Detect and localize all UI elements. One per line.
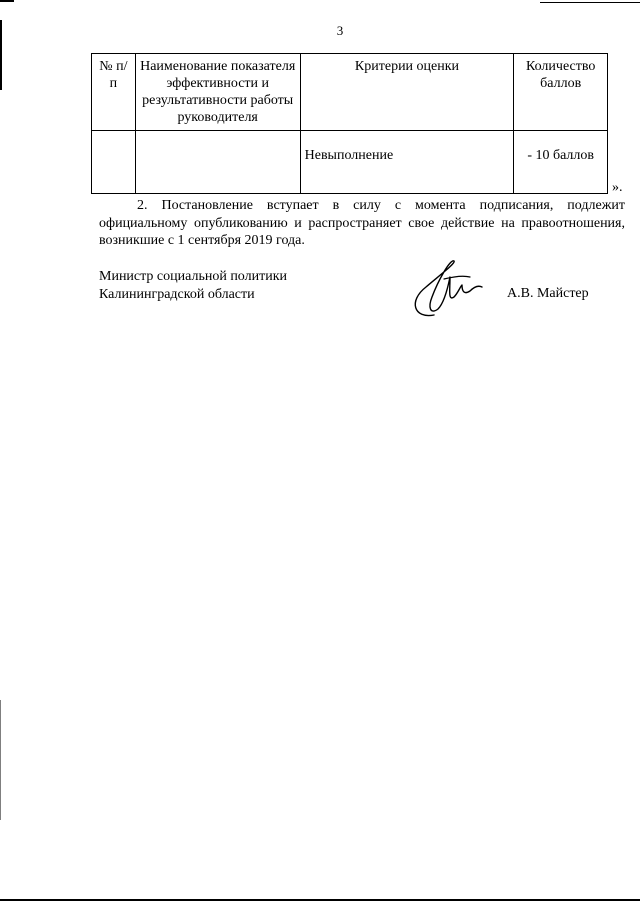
table-header-row	[92, 54, 608, 131]
cell-score: - 10 баллов	[514, 131, 608, 194]
paragraph-2: 2. Постановление вступает в силу с момента подписания, подлежит официальному опубликованию и распространяет свое действие на правоотношения, возникшие с 1 сентября 2019 года.	[99, 198, 625, 248]
header-name: Наименование показателя эффективности и результативности работы руководителя	[135, 54, 300, 131]
cell-name	[135, 131, 300, 194]
criteria-table	[91, 53, 608, 194]
signer-position-line2: Калининградской области	[99, 286, 255, 302]
cell-num	[92, 131, 136, 194]
handwritten-signature	[404, 257, 484, 319]
scan-edge-bottom	[0, 899, 640, 901]
header-criteria: Критерии оценки	[300, 54, 514, 131]
table-row	[92, 131, 608, 194]
scan-edge-top-left	[0, 0, 14, 2]
page-number: 3	[336, 23, 344, 38]
signer-position-line1: Министр социальной политики	[99, 269, 288, 284]
scan-edge-left-lower	[0, 700, 1, 820]
scan-edge-top-right	[540, 2, 640, 3]
header-score: Количество баллов	[514, 54, 608, 131]
header-num: № п/п	[92, 54, 136, 131]
scan-edge-left	[0, 20, 2, 90]
cell-criteria: Невыполнение	[300, 131, 514, 194]
signer-name: А.В. Майстер	[507, 286, 589, 301]
closing-quote: ».	[612, 180, 623, 195]
signer-position	[99, 268, 287, 303]
